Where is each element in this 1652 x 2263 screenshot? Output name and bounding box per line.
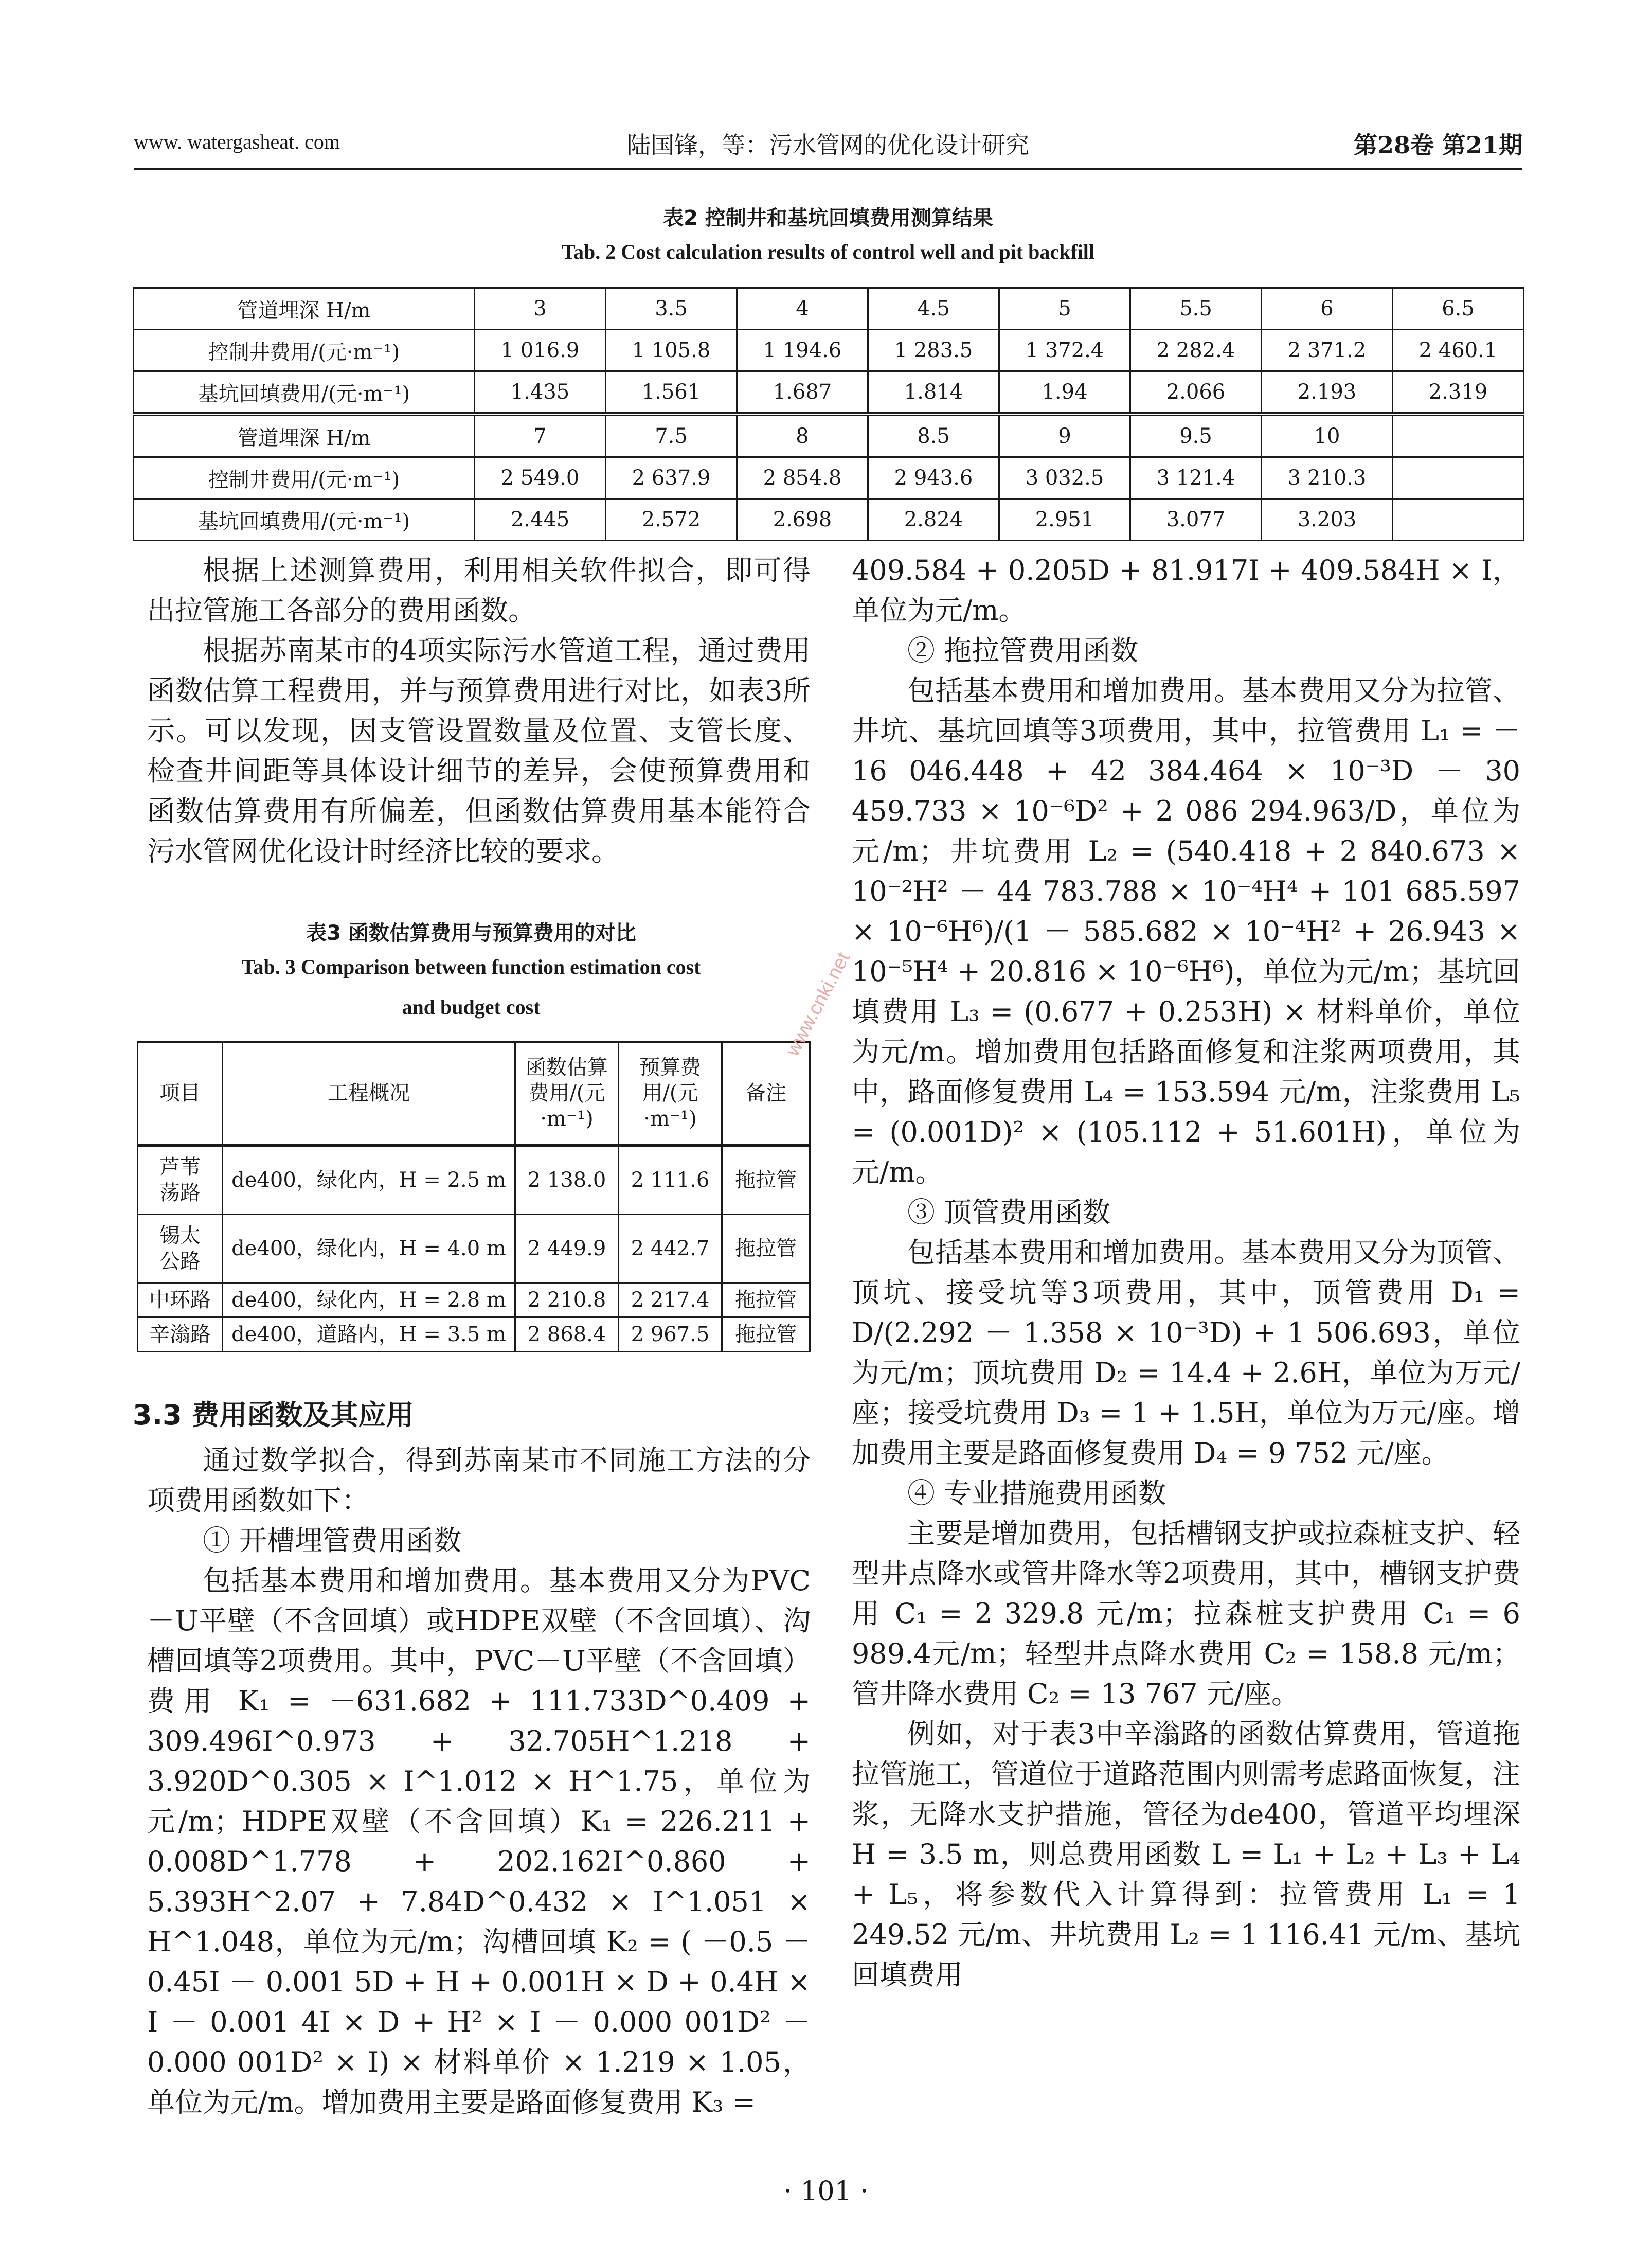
depth-label: 管道埋深 H/m (134, 288, 475, 330)
pit-cost-cell: 2.572 (606, 499, 737, 541)
well-cost-cell: 1 105.8 (606, 330, 737, 371)
depth-cell: 4 (737, 288, 868, 330)
depth-cell: 8 (737, 414, 868, 457)
column-header: 项目 (138, 1042, 223, 1146)
table2-cost-results (133, 287, 1524, 541)
paragraph: 通过数学拟合，得到苏南某市不同施工方法的分项费用函数如下： (147, 1444, 811, 1517)
depth-cell: 6.5 (1393, 288, 1524, 330)
pit-cost-cell: 1.687 (737, 371, 868, 415)
well-cost-cell: 3 032.5 (999, 457, 1130, 499)
remark: 拖拉管 (722, 1283, 810, 1317)
left-column-lower (147, 1440, 811, 2123)
left-column-upper (147, 550, 811, 871)
well-cost-cell: 2 460.1 (1393, 330, 1524, 371)
depth-cell: 3 (475, 288, 606, 330)
running-title: 陆国锋，等：污水管网的优化设计研究 (627, 131, 1029, 159)
depth-cell: 10 (1262, 414, 1393, 457)
depth-cell: 9.5 (1130, 414, 1262, 457)
well-cost-cell: 1 016.9 (475, 330, 606, 371)
subsection-item: ① 开槽埋管费用函数 (203, 1524, 462, 1557)
project-name: 中环路 (138, 1283, 223, 1317)
pit-cost-cell: 3.077 (1130, 499, 1262, 541)
depth-cell: 6 (1262, 288, 1393, 330)
well-cost-cell: 2 371.2 (1262, 330, 1393, 371)
depth-cell: 5 (999, 288, 1130, 330)
remark: 拖拉管 (722, 1317, 810, 1352)
table3-caption-en-line2: and budget cost (402, 995, 541, 1019)
section-heading: 3.3 费用函数及其应用 (133, 1399, 414, 1431)
running-header (134, 119, 1522, 161)
pit-cost-cell: 2.066 (1130, 371, 1262, 415)
paragraph: 包括基本费用和增加费用。基本费用又分为拉管、井坑、基坑回填等3项费用，其中，拉管费用 L₁ = －16 046.448 + 42 384.464 × 10⁻³D － 30 459.733 × 10⁻⁶D² + 2 086 294.963/D，单位为元/m；井坑费用 L₂ = (540.418 + 2 840.673 × 10⁻²H² － 44 783.788 × 10⁻⁴H⁴ + 101 685.597 × 10⁻⁶H⁶)/(1 － 585.682 × 10⁻⁴H² + 26.943 × 10⁻⁵H⁴ + 20.816 × 10⁻⁶H⁶)，单位为元/m；基坑回填费用 L₃ = (0.677 + 0.253H) × 材料单价，单位为元/m。增加费用包括路面修复和注浆两项费用，其中，路面修复费用 L₄ = 153.594 元/m，注浆费用 L₅ = (0.001D)² × (105.112 + 51.601H)，单位为元/m。 (852, 674, 1520, 1188)
well-cost-label: 控制井费用/(元·m⁻¹) (134, 330, 475, 371)
paragraph: 主要是增加费用，包括槽钢支护或拉森桩支护、轻型井点降水或管井降水等2项费用，其中，槽钢支护费用 C₁ = 2 329.8 元/m；拉森桩支护费用 C₁ = 6 989.4元/m；轻型井点降水费用 C₂ = 158.8 元/m；管井降水费用 C₂ = 13 767 元/座。 (852, 1517, 1520, 1710)
paragraph: 包括基本费用和增加费用。基本费用又分为PVC－U平壁（不含回填）或HDPE双壁（不含回填）、沟槽回填等2项费用。其中，PVC－U平壁（不含回填）费用 K₁ = －631.682 + 111.733D^0.409 + 309.496I^0.973 + 32.705H^1.218 + 3.920D^0.305 × I^1.012 × H^1.75，单位为元/m；HDPE双壁（不含回填）K₁ = 226.211 + 0.008D^1.778 + 202.162I^0.860 + 5.393H^2.07 + 7.84D^0.432 × I^1.051 × H^1.048，单位为元/m；沟槽回填 K₂ = ( －0.5 － 0.45I － 0.001 5D + H + 0.001H × D + 0.4H × I － 0.001 4I × D + H² × I － 0.000 001D² － 0.000 001D² × I) × 材料单价 × 1.219 × 1.05，单位为元/m。增加费用主要是路面修复费用 K₃ = (147, 1564, 811, 2118)
paragraph: 根据上述测算费用，利用相关软件拟合，即可得出拉管施工各部分的费用函数。 (147, 554, 811, 627)
paragraph: 根据苏南某市的4项实际污水管道工程，通过费用函数估算工程费用，并与预算费用进行对比，如表3所示。可以发现，因支管设置数量及位置、支管长度、检查井间距等具体设计细节的差异，会使预算费用和函数估算费用有所偏差，但函数估算费用基本能符合污水管网优化设计时经济比较的要求。 (147, 634, 811, 867)
depth-cell: 7 (475, 414, 606, 457)
function-cost: 2 210.8 (515, 1283, 619, 1317)
paragraph: 例如，对于表3中辛滃路的函数估算费用，管道拖拉管施工，管道位于道路范围内则需考虑路面恢复，注浆，无降水支护措施，管径为de400，管道平均埋深 H = 3.5 m，则总费用函数 L = L₁ + L₂ + L₃ + L₄ + L₅，将参数代入计算得到：拉管费用 L₁ = 1 249.52 元/m、井坑费用 L₂ = 1 116.41 元/m、基坑回填费用 (852, 1718, 1520, 1991)
depth-cell: 7.5 (606, 414, 737, 457)
pit-cost-cell: 1.435 (475, 371, 606, 415)
table2-caption-zh: 表2 控制井和基坑回填费用测算结果 (663, 206, 993, 230)
empty-cell (1393, 499, 1524, 541)
function-cost: 2 138.0 (515, 1145, 619, 1215)
project-overview: de400，绿化内，H = 2.5 m (223, 1145, 515, 1215)
table3-cost-comparison (137, 1041, 811, 1352)
well-cost-cell: 2 854.8 (737, 457, 868, 499)
empty-cell (1393, 414, 1524, 457)
empty-cell (1393, 457, 1524, 499)
table3-caption-en-line1: Tab. 3 Comparison between function estimation cost (241, 955, 701, 978)
paragraph: 包括基本费用和增加费用。基本费用又分为顶管、顶坑、接受坑等3项费用，其中，顶管费用 D₁ = D/(2.292 － 1.358 × 10⁻³D) + 1 506.693，单位为元/m；顶坑费用 D₂ = 14.4 + 2.6H，单位为万元/座；接受坑费用 D₃ = 1 + 1.5H，单位为万元/座。增加费用主要是路面修复费用 D₄ = 9 752 元/座。 (852, 1236, 1520, 1469)
depth-cell: 4.5 (868, 288, 999, 330)
table-row (138, 1215, 810, 1283)
pit-cost-cell: 2.319 (1393, 371, 1524, 415)
table-row (138, 1283, 810, 1317)
pit-cost-cell: 2.445 (475, 499, 606, 541)
function-cost: 2 868.4 (515, 1317, 619, 1352)
subsection-item: ④ 专业措施费用函数 (907, 1477, 1166, 1509)
pit-cost-cell: 2.824 (868, 499, 999, 541)
column-header: 预算费用/(元·m⁻¹) (619, 1042, 722, 1146)
table-row (134, 371, 1524, 415)
pit-cost-cell: 2.698 (737, 499, 868, 541)
pit-cost-cell: 1.94 (999, 371, 1130, 415)
well-cost-cell: 3 210.3 (1262, 457, 1393, 499)
pit-cost-cell: 1.561 (606, 371, 737, 415)
well-cost-cell: 1 372.4 (999, 330, 1130, 371)
remark: 拖拉管 (722, 1145, 810, 1215)
paragraph: 409.584 + 0.205D + 81.917I + 409.584H × I，单位为元/m。 (852, 554, 1520, 627)
well-cost-cell: 1 283.5 (868, 330, 999, 371)
column-header: 工程概况 (223, 1042, 515, 1146)
column-header: 备注 (722, 1042, 810, 1146)
table-row (134, 499, 1524, 541)
depth-label: 管道埋深 H/m (134, 414, 475, 457)
volume-issue: 第28卷 第21期 (1353, 131, 1522, 159)
project-name: 辛滃路 (138, 1317, 223, 1352)
remark: 拖拉管 (722, 1215, 810, 1283)
table-row (138, 1317, 810, 1352)
column-header: 函数估算费用/(元·m⁻¹) (515, 1042, 619, 1146)
project-name: 锡太公路 (138, 1215, 223, 1283)
pit-cost-label: 基坑回填费用/(元·m⁻¹) (134, 371, 475, 415)
table-row (134, 288, 1524, 330)
project-overview: de400，绿化内，H = 4.0 m (223, 1215, 515, 1283)
right-column (852, 550, 1520, 1995)
pit-cost-cell: 1.814 (868, 371, 999, 415)
table-row (134, 414, 1524, 457)
well-cost-cell: 1 194.6 (737, 330, 868, 371)
watermark: www.cnki.net (782, 949, 855, 1060)
well-cost-cell: 2 549.0 (475, 457, 606, 499)
depth-cell: 8.5 (868, 414, 999, 457)
project-overview: de400，道路内，H = 3.5 m (223, 1317, 515, 1352)
well-cost-cell: 2 637.9 (606, 457, 737, 499)
pit-cost-cell: 2.193 (1262, 371, 1393, 415)
subsection-item: ③ 顶管费用函数 (907, 1196, 1111, 1228)
table2-caption-en: Tab. 2 Cost calculation results of control well and pit backfill (561, 240, 1094, 263)
budget-cost: 2 967.5 (619, 1317, 722, 1352)
budget-cost: 2 442.7 (619, 1215, 722, 1283)
page-number: · 101 · (783, 2176, 869, 2207)
pit-cost-label: 基坑回填费用/(元·m⁻¹) (134, 499, 475, 541)
well-cost-label: 控制井费用/(元·m⁻¹) (134, 457, 475, 499)
budget-cost: 2 217.4 (619, 1283, 722, 1317)
subsection-item: ② 拖拉管费用函数 (907, 634, 1139, 667)
well-cost-cell: 2 282.4 (1130, 330, 1262, 371)
table-row (134, 330, 1524, 371)
table-header-row (138, 1042, 810, 1146)
project-name: 芦苇荡路 (138, 1145, 223, 1215)
budget-cost: 2 111.6 (619, 1145, 722, 1215)
header-rule (134, 168, 1522, 170)
pit-cost-cell: 2.951 (999, 499, 1130, 541)
project-overview: de400，绿化内，H = 2.8 m (223, 1283, 515, 1317)
table-row (138, 1145, 810, 1215)
journal-website[interactable]: www. watergasheat. com (134, 130, 340, 153)
depth-cell: 5.5 (1130, 288, 1262, 330)
table3-caption-zh: 表3 函数估算费用与预算费用的对比 (306, 921, 636, 945)
table-row (134, 457, 1524, 499)
depth-cell: 9 (999, 414, 1130, 457)
pit-cost-cell: 3.203 (1262, 499, 1393, 541)
function-cost: 2 449.9 (515, 1215, 619, 1283)
well-cost-cell: 3 121.4 (1130, 457, 1262, 499)
depth-cell: 3.5 (606, 288, 737, 330)
well-cost-cell: 2 943.6 (868, 457, 999, 499)
